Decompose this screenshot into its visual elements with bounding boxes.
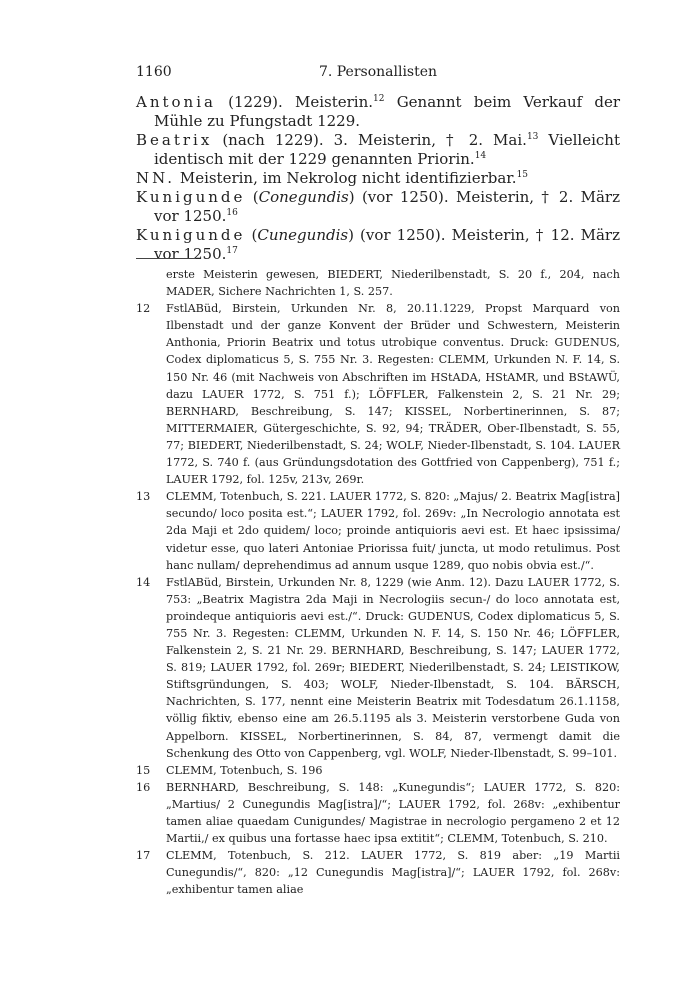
entry-alt-name: Cunegundis — [257, 226, 349, 244]
footnote-text: BERNHARD, Beschreibung, S. 148: „Kunegundis“; LAUER 1772, S. 820: „Martius/ 2 Cunegundis Mag[istra]/“; LAUER 1792, fol. 268v: „exhibentur tamen aliae quaedam Cunigundes/ Magistrae in necrologio pergameno 2 et 12 Martii,/ ex quibus una fortasse haec ipsa extitit“; CLEMM, Totenbuch, S. 210. — [166, 780, 620, 846]
list-entry: Antonia (1229). Meisterin.$^{12}$ Genannt beim Verkauf der Mühle zu Pfungstadt 1229. — [136, 93, 621, 130]
footnote-number: 14 — [136, 575, 151, 589]
list-entry: Kunigunde (Cunegundis) (vor 1250). Meisterin, † 12. März vor 1250.17 — [136, 226, 621, 263]
footnote-continuation — [136, 266, 620, 300]
entry-name: Antonia — [136, 93, 216, 111]
footnote-ref: 16 — [226, 208, 238, 218]
entry-alt-name: Conegundis — [258, 188, 349, 206]
list-entry: Kunigunde (Conegundis) (vor 1250). Meisterin, † 2. März vor 1250.16 — [136, 188, 620, 225]
entry-name: Beatrix — [136, 131, 213, 149]
footnote-13 — [136, 488, 620, 573]
footnote-ref: 13 — [526, 132, 539, 142]
footnote-number: 16 — [136, 780, 151, 794]
footnote-ref: 15 — [516, 170, 529, 180]
footnote-text: erste Meisterin gewesen, BIEDERT, Niederilbenstadt, S. 20 f., 204, nach MADER, Sichere Nachrichten 1, S. 257. — [166, 268, 620, 299]
list-entry: Beatrix (nach 1229). 3. Meisterin, † 2. Mai.$^{13}$ Vielleicht identisch mit der 1229 genannten Priorin.$^{14}$ — [136, 131, 620, 168]
footnote-14 — [136, 574, 620, 762]
footnote-text: CLEMM, Totenbuch, S. 221. LAUER 1772, S. 820: „Majus/ 2. Beatrix Mag[istra] secundo/ loco posita est.“; LAUER 1792, fol. 269v: „In Necrologio annotata est 2da Maji et 2do quidem/ loco; proinde antiquioris aevi est. Et haec ipsissima/ videtur esse, quo lateri Antoniae Priorissa fuit/ juncta, ut modo retulimus. Post hanc nullam/ deprehendimus ad annum usque 1289, quo nobis obvia est./“. — [166, 490, 620, 572]
footnote-text: FstlABüd, Birstein, Urkunden Nr. 8, 20.11.1229, Propst Marquard von Ilbenstadt und der ganze Konvent der Brüder und Schwestern, Meisterin Anthonia, Priorin Beatrix und totus utrobique conventus. Druck: GUDENUS, Codex diplomaticus 5, S. 755 Nr. 3. Regesten: CLEMM, Urkunden N. F. 14, S. 150 Nr. 46 (mit Nachweis von Abschriften im HStADA, HStAMR, und BStAWÜ, dazu LAUER 1772, S. 751 f.); LÖFFLER, Falkenstein 2, S. 21 Nr. 29; BERNHARD, Beschreibung, S. 147; KISSEL, Norbertinerinnen, S. 87; MITTERMAIER, Gütergeschichte, S. 92, 94; TRÄDER, Ober-Ilbenstadt, S. 55, 77; BIEDERT, Niederilbenstadt, S. 24; WOLF, Nieder-Ilbenstadt, S. 104. LAUER 1772, S. 740 f. (aus Gründungsdotation des Gottfried von Cappenberg), 751 f.; LAUER 1792, fol. 125v, 213v, 269r. — [166, 302, 620, 487]
footnote-text: CLEMM, Totenbuch, S. 196 — [166, 763, 323, 777]
footnote-12 — [136, 300, 620, 488]
footnote-15 — [136, 762, 620, 779]
footnote-text: FstlABüd, Birstein, Urkunden Nr. 8, 1229 (wie Anm. 12). Dazu LAUER 1772, S. 753: „Beatrix Magistra 2da Maji in Necrologiis secun-/ do loco annotata est, proindeque antiquioris aevi est./“. Druck: GUDENUS, Codex diplomaticus 5, S. 755 Nr. 3. Regesten: CLEMM, Urkunden N. F. 14, S. 150 Nr. 46; LÖFFLER, Falkenstein 2, S. 21 Nr. 29. BERNHARD, Beschreibung, S. 147; LAUER 1772, S. 819; LAUER 1792, fol. 269r; BIEDERT, Niederilbenstadt, S. 24; LEISTIKOW, Stiftsgründungen, S. 403; WOLF, Nieder-Ilbenstadt, S. 104. BÄRSCH, Nachrichten, S. 177, nennt eine Meisterin Beatrix mit Todesdatum 26.1.1158, völlig fiktiv, ebenso eine am 26.5.1195 als 3. Meisterin verstorbene Guda von Appelborn. KISSEL, Norbertinerinnen, S. 84, 87, vermengt damit die Schenkung des Otto von Cappenberg, vgl. WOLF, Nieder-Ilbenstadt, S. 99–101. — [166, 575, 620, 760]
running-title: 7. Personallisten — [318, 64, 438, 80]
personnel-list — [136, 93, 620, 264]
footnotes — [136, 266, 620, 898]
footnote-divider — [136, 258, 196, 259]
footnote-ref: 17 — [226, 246, 238, 256]
entry-name: NN. — [136, 169, 176, 187]
footnote-number: 13 — [136, 490, 151, 504]
footnote-ref: 14 — [474, 151, 487, 161]
footnote-16 — [136, 779, 620, 847]
entry-name: Kunigunde — [136, 188, 246, 206]
footnote-number: 17 — [136, 849, 151, 863]
footnote-number: 12 — [136, 302, 151, 316]
page-number: 1160 — [136, 64, 172, 80]
footnote-number: 15 — [136, 763, 151, 777]
footnote-17 — [136, 847, 620, 898]
entry-name: Kunigunde — [136, 226, 246, 244]
footnote-ref: 12 — [373, 94, 385, 104]
footnote-text: CLEMM, Totenbuch, S. 212. LAUER 1772, S. 819 aber: „19 Martii Cunegundis/“, 820: „12 Cunegundis Mag[istra]/“; LAUER 1792, fol. 268v: „exhibentur tamen aliae — [166, 849, 620, 897]
list-entry: NN. Meisterin, im Nekrolog nicht identifizierbar.$^{15}$ — [136, 169, 529, 187]
running-header — [136, 64, 620, 84]
